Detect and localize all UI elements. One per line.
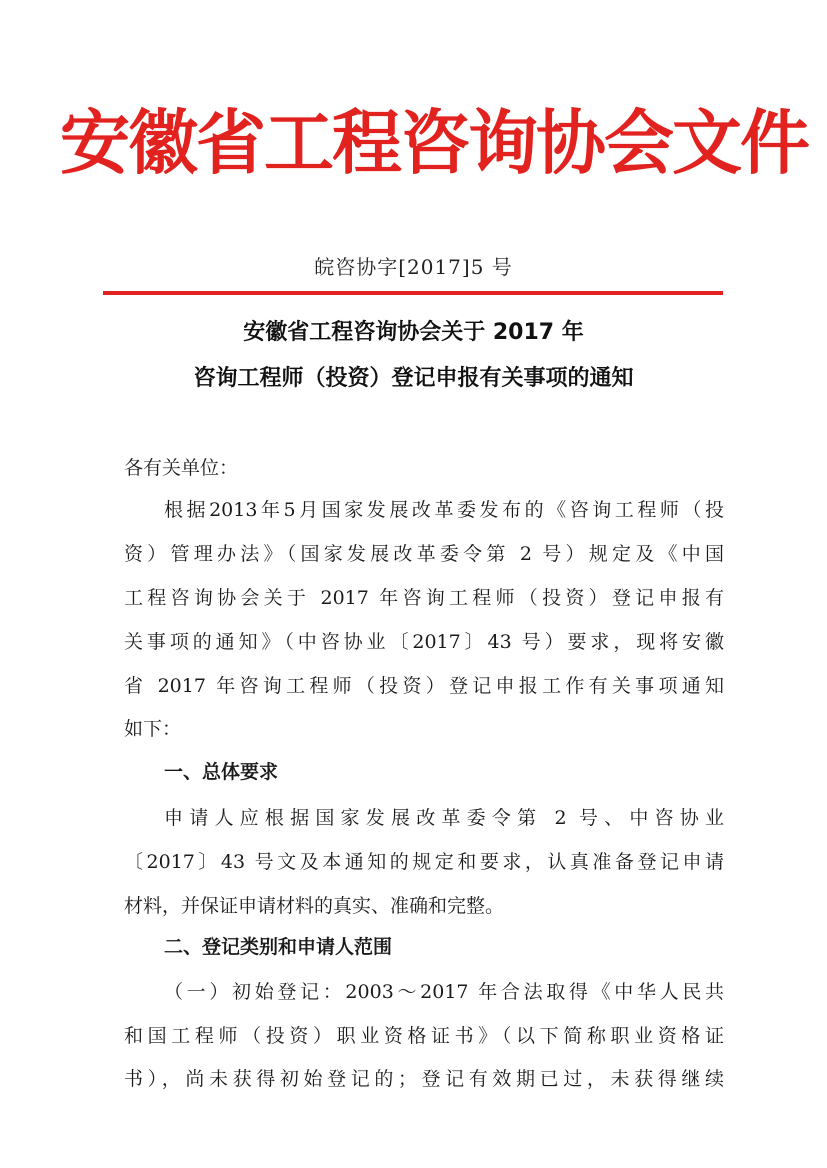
section2-line: 书），尚未获得初始登记的；登记有效期已过，未获得继续 <box>124 1068 724 1090</box>
red-divider-line <box>103 291 723 295</box>
body-line: 根据2013年5月国家发展改革委发布的《咨询工程师（投 <box>164 499 724 521</box>
masthead-title: 安徽省工程咨询协会文件 <box>60 102 808 184</box>
section-heading-general-requirements: 一、总体要求 <box>164 761 279 783</box>
body-line: 关事项的通知》（中咨协业〔2017〕43 号）要求，现将安徽 <box>124 631 724 653</box>
notice-title-line-1: 安徽省工程咨询协会关于 2017 年 <box>243 320 584 345</box>
body-line: 工程咨询协会关于 2017 年咨询工程师（投资）登记申报有 <box>124 587 724 609</box>
salutation: 各有关单位： <box>124 457 239 479</box>
section2-line: 和国工程师（投资）职业资格证书》（以下简称职业资格证 <box>124 1025 724 1047</box>
section-heading-registration-categories: 二、登记类别和申请人范围 <box>164 936 393 958</box>
body-line: 省 2017 年咨询工程师（投资）登记申报工作有关事项通知 <box>124 675 724 697</box>
document-number: 皖咨协字[2017]5 号 <box>314 255 513 279</box>
body-line: 如下： <box>124 718 182 740</box>
notice-title-line-2: 咨询工程师（投资）登记申报有关事项的通知 <box>193 366 634 391</box>
body-line: 资）管理办法》（国家发展改革委令第 2 号）规定及《中国 <box>124 543 724 565</box>
section1-line: 材料，并保证申请材料的真实、准确和完整。 <box>124 895 505 917</box>
section1-line: 〔2017〕43 号文及本通知的规定和要求，认真准备登记申请 <box>124 851 724 873</box>
section2-line: （一）初始登记：2003～2017 年合法取得《中华人民共 <box>164 981 724 1003</box>
section1-line: 申请人应根据国家发展改革委令第 2 号、中咨协业 <box>164 807 724 829</box>
